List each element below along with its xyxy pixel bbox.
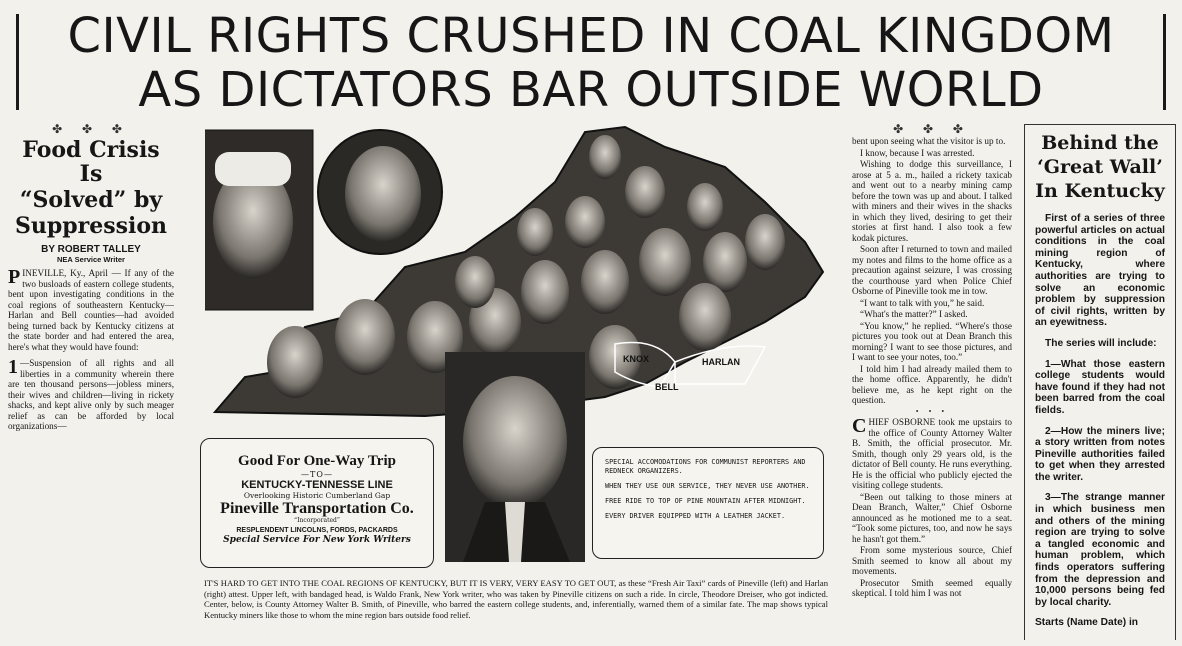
headline-rule-left [16,14,19,110]
title-line: Food Crisis Is [22,137,160,187]
title-line: In Kentucky [1035,180,1165,202]
paragraph: Prosecutor Smith seemed equally skeptical. I told him I was not [852,577,1012,598]
card-line: Pineville Transportation Co. [220,500,414,517]
sidebar-item-1: 1—What those eastern college students would have found if they had not been barred from the coal fields. [1035,358,1165,416]
headline-line-1: CIVIL RIGHTS CRUSHED IN COAL KINGDOM [67,8,1115,64]
map-label-bell: BELL [655,382,679,392]
paragraph: —Suspension of all rights and all liberties in a community wherein there are ten thousand persons—jobless miners, their wives and children—living in rickety shacks, and kept alive only by such meager relief as can be afforded by local organizations— [8,358,174,431]
sidebar-item-3: 3—The strange manner in which business men and others of the mining region are trying to solve a tangled economic and human problem, which finds operators suffering from the depression and 10,000 persons being fed by local charity. [1035,492,1165,608]
separator: • • • [915,406,949,416]
paragraph: “What's the matter?” I asked. [860,309,968,319]
sidebar-will-include: The series will include: [1045,337,1157,349]
title-line: Suppression [14,213,168,239]
paragraph: “Been out talking to those miners at Dean Branch, Walter,” Chief Osborne announced as he motioned me to a seat. “Took some pictures, too, and now he says he hasn't got them.” [852,491,1012,544]
sidebar-footer: Starts (Name Date) in [1035,617,1139,629]
sidebar-intro: First of a series of three powerful articles on actual conditions in the coal mining region of Kentucky, where authorities are trying to solve an economic problem by suppression of civil rights, written by an eyewitness. [1035,213,1165,329]
sidebar-item-2: 2—How the miners live; a story written from notes Pineville authorities failed to get when they arrested the writer. [1035,425,1165,483]
left-column [8,122,174,432]
photo-caption: IT'S HARD TO GET INTO THE COAL REGIONS OF KENTUCKY, BUT IT IS VERY, VERY EASY TO GET OUT, as these “Fresh Air Taxi” cards of Pineville (left) and Harlan (right) attest. Upper left, with bandaged head, is Waldo Frank, New York writer, who was taken by Pineville citizens on such a ride. In circle, Theodore Dreiser, who got indicted. Center, below, is County Attorney Walter B. Smith, of Pineville, who barred the eastern college students, and, inferentially, warned them of a similar fate. The map shows typical Kentucky miners like those to whom the mine region bars outside food relief. [204,578,828,620]
paragraph: Soon after I returned to town and mailed my notes and films to the home office as a precaution against seizure, I was crossing the courthouse yard when Police Chief Osborne of Pineville took me in tow. [852,244,1012,296]
card-line: RESPLENDENT LINCOLNS, FORDS, PACKARDS [236,527,398,534]
left-column-title [8,138,174,238]
paragraph: “You know,” he replied. “Where's those pictures you took out at Dean Branch this morning? I want to see those pictures, and I want to see your notes, too.” [852,320,1012,362]
sidebar-title [1035,131,1165,203]
card-line: SPECIAL ACCOMODATIONS FOR COMMUNIST REPORTERS AND REDNECK ORGANIZERS. [605,458,806,475]
paragraph: bent upon seeing what the visitor is up to. [852,136,1006,146]
paragraph: I told him I had already mailed them to the home office. Apparently, he didn't believe me, as he kept right on the question. [852,363,1012,405]
paragraph: “I want to talk with you,” he said. [860,297,985,308]
article-body [852,136,1012,599]
dropcap: P [8,266,21,288]
card-line: Special Service For New York Writers [223,535,411,545]
dropcap: 1 [8,356,18,378]
title-line: “Solved” by [19,187,163,213]
card-line: FREE RIDE TO TOP OF PINE MOUNTAIN AFTER MIDNIGHT. [605,497,806,505]
paragraph: Wishing to dodge this surveillance, I arose at 5 a. m., hailed a rickety taxicab and went out to a nearby mining camp before the town was up and about. I talked with miners and their wives in the shacks in which they lived, desiring to get their stories at first hand. I also took a few kodak pictures. [852,159,1012,243]
title-line: Behind the [1041,132,1159,154]
card-line: Good For One-Way Trip [238,453,396,469]
headline-line-2: AS DICTATORS BAR OUTSIDE WORLD [138,62,1044,118]
dropcap: C [852,415,867,437]
ornament: ✤ ✤ ✤ [893,122,971,136]
article-body [8,268,174,432]
card-line: EVERY DRIVER EQUIPPED WITH A LEATHER JACKET. [605,512,786,520]
map-label-knox: KNOX [623,354,650,364]
ornament: ✤ ✤ ✤ [52,122,130,136]
taxi-card-harlan [592,447,824,559]
card-line: Overlooking Historic Cumberland Gap [243,491,391,500]
right-column [852,122,1012,600]
card-line: “Incorporated” [294,517,340,524]
byline-role: NEA Service Writer [57,255,125,264]
card-line: WHEN THEY USE OUR SERVICE, THEY NEVER USE ANOTHER. [605,482,810,490]
paragraph: HIEF OSBORNE took me upstairs to the office of County Attorney Walter B. Smith, the official prosecutor. Mr. Smith, though only 29 years old, is the dictator of Bell county. He runs everything. He is the official who publicly ejected the visiting college students. [852,417,1012,490]
card-line: —TO— [301,470,333,479]
paragraph: INEVILLE, Ky., April — If any of the two busloads of eastern college students, bent upon investigating conditions in the coal regions of southeastern Kentucky—Harlan and Bell counties—had avoided being turned back by Kentucky citizens at the state border and had entered the area, here's what they would have found: [8,268,174,352]
paragraph: I know, because I was arrested. [860,147,975,158]
series-sidebar [1024,124,1176,640]
title-line: ‘Great Wall’ [1037,156,1163,178]
map-label-harlan: HARLAN [702,357,740,367]
taxi-card-pineville [200,438,434,568]
card-line: KENTUCKY-TENNESSE LINE [241,479,393,491]
byline: BY ROBERT TALLEY [41,244,141,255]
paragraph: From some mysterious source, Chief Smith seemed to know all about my movements. [852,545,1012,576]
headline-rule-right [1163,14,1166,110]
